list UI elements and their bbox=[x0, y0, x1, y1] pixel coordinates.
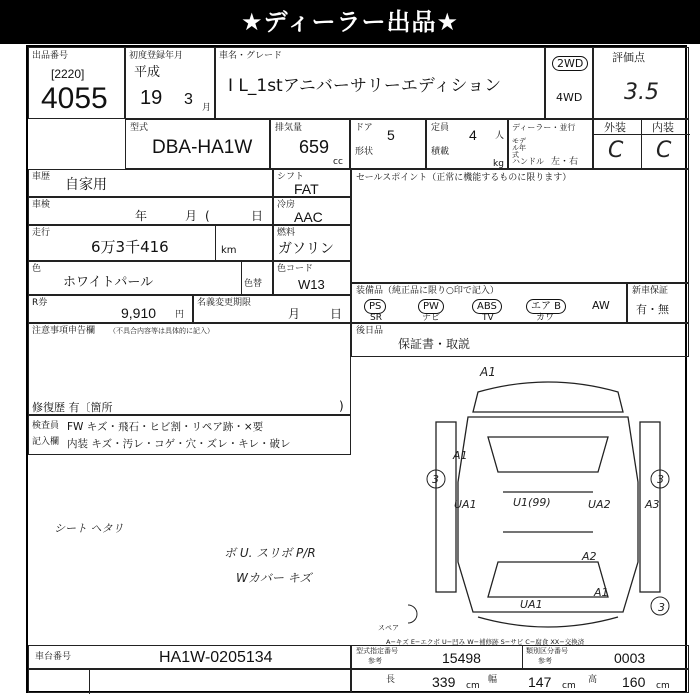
handwritten-note-cover: Wカバー キズ bbox=[236, 571, 312, 585]
doors-box bbox=[350, 119, 426, 169]
doors-label: ドア bbox=[355, 123, 373, 133]
damage-mark-front: A1 bbox=[480, 365, 496, 379]
capacity-box bbox=[426, 119, 508, 169]
spec-class-value: 0003 bbox=[614, 650, 646, 666]
drive-box bbox=[545, 47, 593, 119]
shaken-label: 車検 bbox=[32, 200, 51, 210]
auction-sheet bbox=[26, 45, 687, 693]
model-box bbox=[215, 47, 545, 119]
damage-mark-fender: A1 bbox=[453, 449, 468, 462]
capacity-label: 定員 bbox=[431, 123, 450, 133]
repair-history: 修復歴 有〔箇所 bbox=[32, 401, 113, 414]
shaken-day: 日 bbox=[251, 209, 264, 223]
grade-box bbox=[593, 47, 689, 119]
damage-mark-rear: UA1 bbox=[520, 598, 543, 611]
registration-month-unit: 月 bbox=[202, 103, 212, 113]
type-value: DBA-HA1W bbox=[152, 137, 253, 158]
ac-label: 冷房 bbox=[277, 200, 296, 210]
capacity-unit: 人 bbox=[495, 131, 505, 141]
newcar-label: 新車保証 bbox=[632, 286, 669, 296]
damage-mark-rear-corner: A1 bbox=[594, 586, 609, 599]
length-unit: cm bbox=[466, 681, 480, 691]
transfer-day: 日 bbox=[330, 307, 343, 321]
height-label: 高 bbox=[588, 675, 598, 685]
equip-tv: TV bbox=[482, 313, 494, 323]
width-value: 147 bbox=[528, 674, 552, 690]
equip-aw: AW bbox=[592, 299, 610, 312]
fuel-box bbox=[273, 225, 351, 261]
color-code-label: 色コード bbox=[277, 264, 314, 274]
inspector-label-2: 記入欄 bbox=[32, 437, 60, 447]
shift-label: シフト bbox=[277, 172, 305, 182]
sales-point-label: セールスポイント（正常に機能するものに限ります） bbox=[356, 173, 572, 183]
displacement-label: 排気量 bbox=[275, 123, 303, 133]
newcar-options: 有・無 bbox=[636, 303, 669, 316]
lot-number: 4055 bbox=[41, 82, 108, 115]
length-label: 長 bbox=[386, 675, 396, 685]
handle-label: ハンドル bbox=[512, 157, 544, 166]
ext-value: C bbox=[608, 138, 624, 163]
width-unit: cm bbox=[562, 681, 576, 691]
shaken-year: 年 bbox=[135, 209, 148, 223]
chassis-box bbox=[28, 645, 351, 669]
grade-label: 評価点 bbox=[612, 51, 645, 64]
inspector-row-interior: 内装 キズ・汚レ・コゲ・穴・ズレ・キレ・破レ bbox=[67, 438, 291, 450]
transfer-label: 名義変更期限 bbox=[197, 298, 252, 308]
spec-box bbox=[351, 645, 689, 669]
chassis-label: 車台番号 bbox=[35, 652, 72, 662]
int-value: C bbox=[656, 138, 672, 163]
dims-box bbox=[351, 669, 689, 693]
model-name: I L_1stアニバーサリーエディション bbox=[228, 76, 502, 96]
type-label: 型式 bbox=[130, 123, 149, 133]
damage-legend: A−キズ E−エクボ U−凹み W−補修跡 S−サビ C−腐食 XX−交換済 bbox=[386, 638, 585, 646]
after-value: 保証書・取説 bbox=[398, 337, 471, 351]
history-box bbox=[28, 169, 273, 197]
spare-label: スペア bbox=[378, 624, 399, 632]
equipment-label: 装備品（純正品に限り○印で記入） bbox=[356, 286, 499, 296]
registration-box bbox=[125, 47, 215, 119]
mileage-unit: km bbox=[221, 245, 237, 256]
equipment-box bbox=[351, 283, 627, 323]
ac-value: AAC bbox=[294, 209, 323, 225]
history-label: 車歴 bbox=[32, 172, 51, 182]
shaken-month: 月 bbox=[185, 209, 198, 223]
after-box bbox=[351, 323, 689, 357]
doors-value: 5 bbox=[387, 127, 395, 143]
damage-mark-front-right: 3 bbox=[657, 473, 664, 486]
lot-box bbox=[28, 47, 125, 119]
type-box bbox=[125, 119, 270, 169]
handwritten-note-seat: シート ヘタリ bbox=[54, 522, 124, 535]
displacement-unit: cc bbox=[333, 157, 343, 167]
registration-month: 3 bbox=[184, 91, 193, 108]
displacement-value: 659 bbox=[299, 137, 330, 157]
color-change-label: 色替 bbox=[244, 279, 263, 289]
shift-box bbox=[273, 169, 351, 197]
inspector-row-fw: FW キズ・飛石・ヒビ割・リペア跡・×要 bbox=[67, 421, 264, 433]
transfer-month: 月 bbox=[288, 307, 301, 321]
blank-row-box bbox=[28, 669, 351, 693]
equip-sr: SR bbox=[370, 313, 382, 323]
damage-mark-front-left: 3 bbox=[432, 473, 439, 486]
color-label: 色 bbox=[32, 264, 42, 274]
model-label: 車名・グレード bbox=[219, 51, 283, 61]
transfer-box bbox=[193, 295, 351, 323]
mileage-label: 走行 bbox=[32, 228, 51, 238]
ac-box bbox=[273, 197, 351, 225]
spare-tire-icon bbox=[408, 605, 417, 623]
load-unit: kg bbox=[493, 159, 504, 169]
inspector-label: 検査員 bbox=[32, 421, 60, 431]
registration-year: 19 bbox=[140, 87, 163, 109]
damage-mark-rear-right: A2 bbox=[582, 550, 597, 563]
ext-label: 外装 bbox=[604, 121, 626, 134]
recycle-box bbox=[28, 295, 193, 323]
notes-sub: （不具合内容等は具体的に記入） bbox=[109, 327, 214, 335]
drive-2wd: 2WD bbox=[552, 56, 588, 71]
model-year-label: モデル年式 bbox=[512, 137, 526, 159]
load-label: 積載 bbox=[431, 147, 450, 157]
spec-class-label: 類別区分番号 bbox=[526, 647, 568, 655]
chassis-value: HA1W-0205134 bbox=[159, 649, 273, 666]
height-unit: cm bbox=[656, 681, 670, 691]
displacement-box bbox=[270, 119, 350, 169]
color-code-value: W13 bbox=[298, 277, 325, 292]
shaken-box bbox=[28, 197, 273, 225]
notes-box bbox=[28, 323, 351, 415]
equip-leather: カワ bbox=[536, 313, 555, 323]
damage-mark-left-door: UA1 bbox=[454, 498, 477, 511]
damage-mark-rear-right-tire: 3 bbox=[658, 601, 665, 614]
fuel-label: 燃料 bbox=[277, 228, 296, 238]
registration-era: 平成 bbox=[134, 65, 161, 80]
color-value: ホワイトパール bbox=[63, 275, 154, 290]
equip-pw: PW bbox=[418, 299, 444, 314]
dealer-box bbox=[508, 119, 593, 169]
newcar-box bbox=[627, 283, 689, 323]
dealer-label: ディーラー・並行 bbox=[512, 123, 576, 132]
repair-bracket: ) bbox=[339, 399, 344, 413]
handle-value: 左・右 bbox=[551, 157, 579, 167]
sales-point-box bbox=[351, 169, 689, 283]
registration-label: 初度登録年月 bbox=[129, 51, 184, 61]
recycle-label: R券 bbox=[32, 298, 48, 308]
equip-navi: ナビ bbox=[422, 313, 441, 323]
lot-label: 出品番号 bbox=[32, 51, 69, 61]
damage-mark-right-a3: A3 bbox=[645, 498, 660, 511]
equip-airbag: エア B bbox=[526, 299, 566, 314]
mileage-box bbox=[28, 225, 273, 261]
shape-label: 形状 bbox=[355, 147, 374, 157]
spec-type-label: 型式指定番号 bbox=[356, 647, 398, 655]
inspector-box bbox=[28, 415, 351, 455]
color-box bbox=[28, 261, 273, 295]
mileage-value: 6万3千416 bbox=[91, 238, 169, 256]
grade-value: 3.5 bbox=[624, 80, 659, 105]
fuel-value: ガソリン bbox=[278, 241, 334, 257]
height-value: 160 bbox=[622, 674, 646, 690]
lot-code: [2220] bbox=[51, 67, 85, 81]
color-code-box bbox=[273, 261, 351, 295]
recycle-value: 9,910 bbox=[121, 305, 157, 321]
width-label: 幅 bbox=[488, 675, 498, 685]
after-label: 後日品 bbox=[356, 326, 384, 336]
spec-type-value: 15498 bbox=[442, 650, 481, 666]
spec-ref: 参考 bbox=[368, 657, 382, 665]
ext-int-box bbox=[593, 119, 689, 169]
damage-mark-right-door: UA2 bbox=[588, 498, 611, 511]
shaken-paren: ( bbox=[205, 209, 210, 223]
capacity-value: 4 bbox=[469, 127, 477, 143]
drive-4wd: 4WD bbox=[556, 91, 583, 104]
history-value: 自家用 bbox=[65, 177, 107, 193]
handwritten-note-bumper: ボ U. スリボ P/R bbox=[224, 546, 316, 560]
length-value: 339 bbox=[432, 674, 456, 690]
notes-label: 注意事項申告欄 bbox=[32, 326, 96, 336]
damage-mark-roof: U1(99) bbox=[513, 496, 551, 509]
dealer-banner: ★ディーラー出品★ bbox=[0, 0, 700, 44]
equip-abs: ABS bbox=[472, 299, 502, 314]
shift-value: FAT bbox=[294, 181, 319, 197]
int-label: 内装 bbox=[652, 121, 674, 134]
equip-ps: PS bbox=[364, 299, 386, 314]
recycle-unit: 円 bbox=[175, 310, 185, 320]
spec-class-ref: 参考 bbox=[538, 657, 552, 665]
